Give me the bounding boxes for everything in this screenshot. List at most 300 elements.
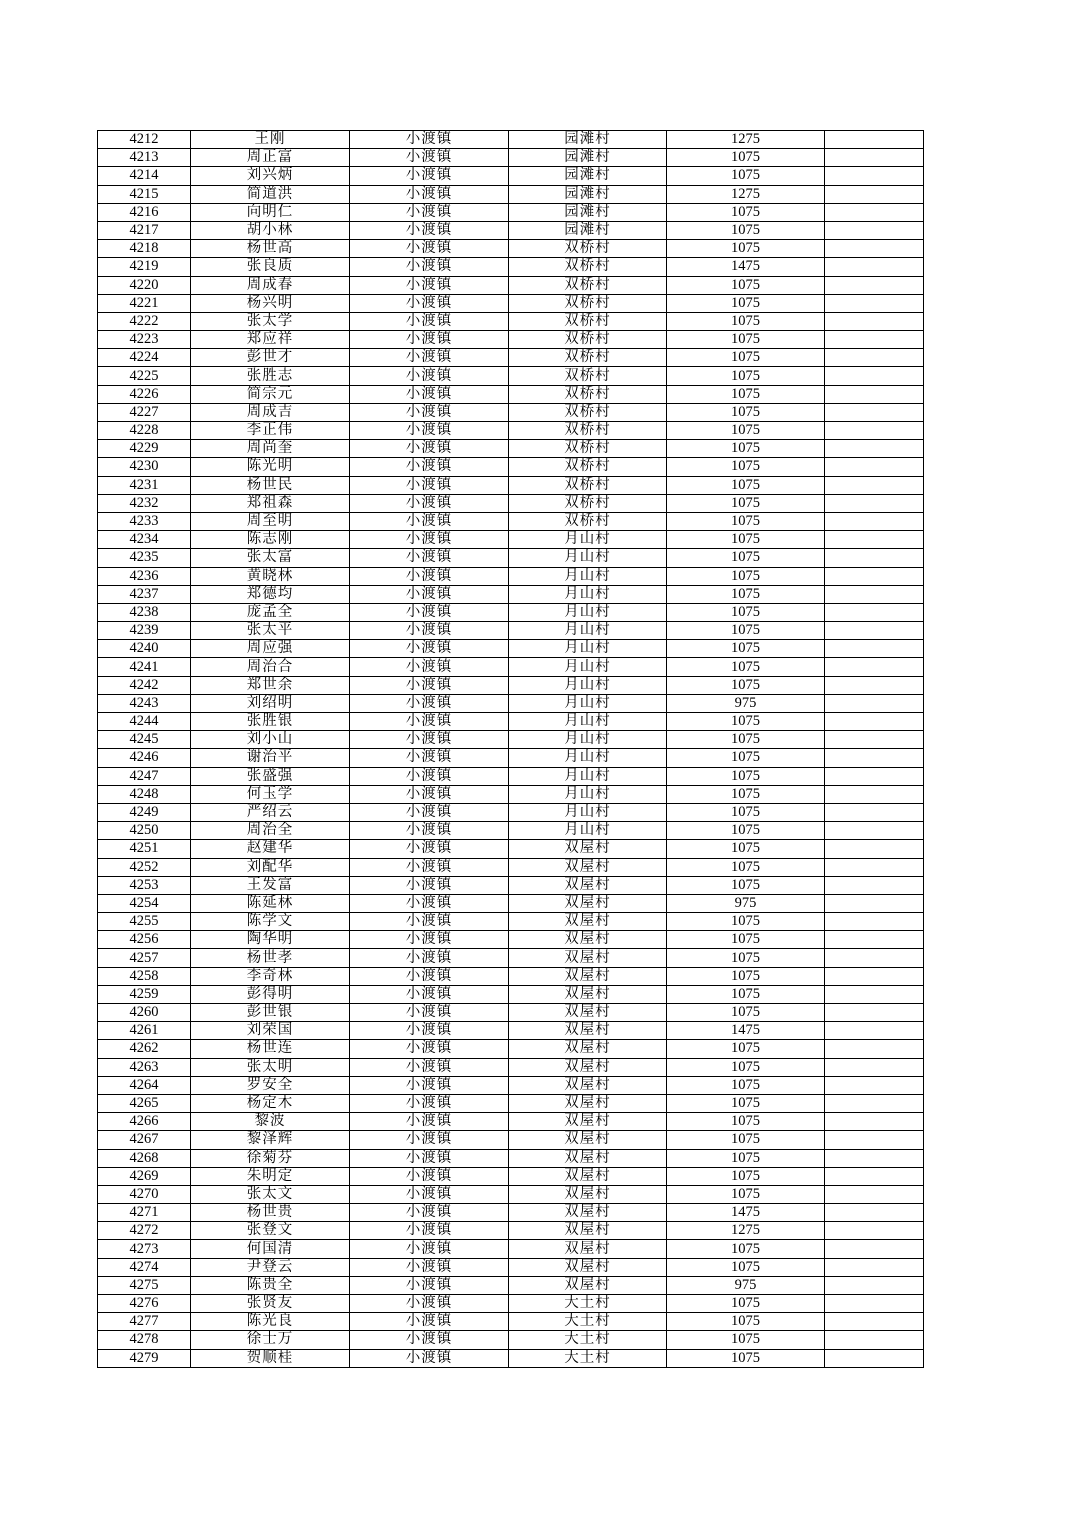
town-cell: 小渡镇 (350, 458, 509, 476)
serial-number-cell: 4239 (98, 622, 191, 640)
amount-cell: 1075 (667, 349, 825, 367)
town-cell: 小渡镇 (350, 1349, 509, 1367)
table-row (98, 858, 924, 876)
amount-cell: 1075 (667, 312, 825, 330)
remark-cell (825, 858, 924, 876)
serial-number-cell: 4274 (98, 1258, 191, 1276)
amount-cell: 1075 (667, 840, 825, 858)
remark-cell (825, 603, 924, 621)
serial-number-cell: 4236 (98, 567, 191, 585)
town-cell: 小渡镇 (350, 949, 509, 967)
amount-cell: 1075 (667, 913, 825, 931)
town-cell: 小渡镇 (350, 476, 509, 494)
amount-cell: 1075 (667, 1185, 825, 1203)
table-row (98, 494, 924, 512)
amount-cell: 975 (667, 694, 825, 712)
remark-cell (825, 458, 924, 476)
amount-cell: 1475 (667, 1022, 825, 1040)
town-cell: 小渡镇 (350, 258, 509, 276)
village-cell: 双屋村 (509, 1240, 667, 1258)
serial-number-cell: 4221 (98, 294, 191, 312)
remark-cell (825, 1204, 924, 1222)
village-cell: 月山村 (509, 785, 667, 803)
name-cell: 陶华明 (191, 931, 350, 949)
remark-cell (825, 1113, 924, 1131)
serial-number-cell: 4224 (98, 349, 191, 367)
amount-cell: 1075 (667, 585, 825, 603)
name-cell: 彭世银 (191, 1004, 350, 1022)
village-cell: 月山村 (509, 749, 667, 767)
town-cell: 小渡镇 (350, 1040, 509, 1058)
serial-number-cell: 4258 (98, 967, 191, 985)
table-row (98, 385, 924, 403)
remark-cell (825, 567, 924, 585)
town-cell: 小渡镇 (350, 1076, 509, 1094)
table-row (98, 1295, 924, 1313)
table-row (98, 985, 924, 1003)
remark-cell (825, 985, 924, 1003)
remark-cell (825, 258, 924, 276)
town-cell: 小渡镇 (350, 822, 509, 840)
town-cell: 小渡镇 (350, 876, 509, 894)
town-cell: 小渡镇 (350, 349, 509, 367)
amount-cell: 1075 (667, 167, 825, 185)
name-cell: 杨世民 (191, 476, 350, 494)
table-row (98, 1149, 924, 1167)
name-cell: 王发富 (191, 876, 350, 894)
name-cell: 陈延林 (191, 894, 350, 912)
amount-cell: 975 (667, 894, 825, 912)
remark-cell (825, 276, 924, 294)
remark-cell (825, 622, 924, 640)
remark-cell (825, 367, 924, 385)
table-row (98, 622, 924, 640)
name-cell: 严绍云 (191, 803, 350, 821)
village-cell: 园滩村 (509, 185, 667, 203)
name-cell: 杨世高 (191, 240, 350, 258)
serial-number-cell: 4214 (98, 167, 191, 185)
village-cell: 月山村 (509, 822, 667, 840)
village-cell: 双桥村 (509, 331, 667, 349)
name-cell: 张太平 (191, 622, 350, 640)
remark-cell (825, 203, 924, 221)
name-cell: 张登文 (191, 1222, 350, 1240)
remark-cell (825, 640, 924, 658)
remark-cell (825, 1022, 924, 1040)
town-cell: 小渡镇 (350, 294, 509, 312)
table-row (98, 1276, 924, 1294)
remark-cell (825, 876, 924, 894)
village-cell: 月山村 (509, 567, 667, 585)
name-cell: 陈光明 (191, 458, 350, 476)
table-row (98, 658, 924, 676)
village-cell: 园滩村 (509, 149, 667, 167)
name-cell: 张太学 (191, 312, 350, 330)
town-cell: 小渡镇 (350, 1004, 509, 1022)
amount-cell: 1475 (667, 258, 825, 276)
remark-cell (825, 149, 924, 167)
town-cell: 小渡镇 (350, 1240, 509, 1258)
amount-cell: 1075 (667, 531, 825, 549)
amount-cell: 1075 (667, 331, 825, 349)
table-row (98, 294, 924, 312)
remark-cell (825, 676, 924, 694)
amount-cell: 1075 (667, 385, 825, 403)
village-cell: 月山村 (509, 531, 667, 549)
serial-number-cell: 4263 (98, 1058, 191, 1076)
serial-number-cell: 4213 (98, 149, 191, 167)
name-cell: 周至明 (191, 512, 350, 530)
town-cell: 小渡镇 (350, 1258, 509, 1276)
amount-cell: 1075 (667, 1113, 825, 1131)
serial-number-cell: 4257 (98, 949, 191, 967)
town-cell: 小渡镇 (350, 894, 509, 912)
serial-number-cell: 4216 (98, 203, 191, 221)
table-row (98, 1222, 924, 1240)
village-cell: 双屋村 (509, 931, 667, 949)
remark-cell (825, 713, 924, 731)
remark-cell (825, 1276, 924, 1294)
amount-cell: 1075 (667, 1058, 825, 1076)
serial-number-cell: 4220 (98, 276, 191, 294)
town-cell: 小渡镇 (350, 1131, 509, 1149)
town-cell: 小渡镇 (350, 658, 509, 676)
table-row (98, 913, 924, 931)
amount-cell: 1075 (667, 294, 825, 312)
name-cell: 周成春 (191, 276, 350, 294)
village-cell: 双屋村 (509, 949, 667, 967)
amount-cell: 1075 (667, 458, 825, 476)
remark-cell (825, 494, 924, 512)
amount-cell: 1075 (667, 622, 825, 640)
name-cell: 徐士万 (191, 1331, 350, 1349)
name-cell: 张太明 (191, 1058, 350, 1076)
remark-cell (825, 385, 924, 403)
serial-number-cell: 4279 (98, 1349, 191, 1367)
table-row (98, 240, 924, 258)
table-row (98, 458, 924, 476)
serial-number-cell: 4232 (98, 494, 191, 512)
remark-cell (825, 221, 924, 239)
remark-cell (825, 294, 924, 312)
serial-number-cell: 4231 (98, 476, 191, 494)
village-cell: 月山村 (509, 585, 667, 603)
amount-cell: 1075 (667, 949, 825, 967)
town-cell: 小渡镇 (350, 785, 509, 803)
village-cell: 双屋村 (509, 1258, 667, 1276)
serial-number-cell: 4238 (98, 603, 191, 621)
town-cell: 小渡镇 (350, 1276, 509, 1294)
serial-number-cell: 4264 (98, 1076, 191, 1094)
amount-cell: 1075 (667, 1167, 825, 1185)
table-row (98, 1004, 924, 1022)
serial-number-cell: 4222 (98, 312, 191, 330)
table-row (98, 1313, 924, 1331)
serial-number-cell: 4271 (98, 1204, 191, 1222)
remark-cell (825, 767, 924, 785)
village-cell: 双桥村 (509, 403, 667, 421)
village-cell: 大土村 (509, 1349, 667, 1367)
serial-number-cell: 4248 (98, 785, 191, 803)
amount-cell: 1075 (667, 567, 825, 585)
serial-number-cell: 4267 (98, 1131, 191, 1149)
table-row (98, 931, 924, 949)
remark-cell (825, 585, 924, 603)
name-cell: 何国清 (191, 1240, 350, 1258)
village-cell: 双屋村 (509, 1004, 667, 1022)
amount-cell: 1075 (667, 985, 825, 1003)
name-cell: 杨世贵 (191, 1204, 350, 1222)
table-row (98, 185, 924, 203)
table-row (98, 876, 924, 894)
town-cell: 小渡镇 (350, 676, 509, 694)
remark-cell (825, 512, 924, 530)
serial-number-cell: 4240 (98, 640, 191, 658)
amount-cell: 1075 (667, 440, 825, 458)
remark-cell (825, 422, 924, 440)
serial-number-cell: 4218 (98, 240, 191, 258)
town-cell: 小渡镇 (350, 1204, 509, 1222)
remark-cell (825, 476, 924, 494)
amount-cell: 1275 (667, 131, 825, 149)
name-cell: 刘配华 (191, 858, 350, 876)
name-cell: 陈贵全 (191, 1276, 350, 1294)
amount-cell: 1075 (667, 803, 825, 821)
name-cell: 简宗元 (191, 385, 350, 403)
amount-cell: 1075 (667, 658, 825, 676)
table-row (98, 640, 924, 658)
table-row (98, 949, 924, 967)
name-cell: 彭得明 (191, 985, 350, 1003)
name-cell: 杨兴明 (191, 294, 350, 312)
serial-number-cell: 4243 (98, 694, 191, 712)
village-cell: 双屋村 (509, 840, 667, 858)
amount-cell: 1075 (667, 549, 825, 567)
amount-cell: 1075 (667, 422, 825, 440)
town-cell: 小渡镇 (350, 1022, 509, 1040)
serial-number-cell: 4273 (98, 1240, 191, 1258)
serial-number-cell: 4277 (98, 1313, 191, 1331)
amount-cell: 1075 (667, 767, 825, 785)
amount-cell: 1075 (667, 1313, 825, 1331)
amount-cell: 1075 (667, 676, 825, 694)
town-cell: 小渡镇 (350, 1313, 509, 1331)
roster-table-body (98, 131, 924, 1368)
name-cell: 向明仁 (191, 203, 350, 221)
amount-cell: 1075 (667, 1331, 825, 1349)
town-cell: 小渡镇 (350, 1149, 509, 1167)
amount-cell: 1075 (667, 1076, 825, 1094)
name-cell: 罗安全 (191, 1076, 350, 1094)
table-row (98, 767, 924, 785)
serial-number-cell: 4278 (98, 1331, 191, 1349)
amount-cell: 1475 (667, 1204, 825, 1222)
village-cell: 园滩村 (509, 221, 667, 239)
serial-number-cell: 4249 (98, 803, 191, 821)
name-cell: 贺顺桂 (191, 1349, 350, 1367)
table-row (98, 1113, 924, 1131)
amount-cell: 1075 (667, 494, 825, 512)
village-cell: 双屋村 (509, 1222, 667, 1240)
table-row (98, 1204, 924, 1222)
town-cell: 小渡镇 (350, 967, 509, 985)
name-cell: 郑世余 (191, 676, 350, 694)
name-cell: 庞孟全 (191, 603, 350, 621)
table-row (98, 694, 924, 712)
village-cell: 月山村 (509, 731, 667, 749)
remark-cell (825, 531, 924, 549)
town-cell: 小渡镇 (350, 603, 509, 621)
remark-cell (825, 785, 924, 803)
remark-cell (825, 403, 924, 421)
remark-cell (825, 1004, 924, 1022)
village-cell: 月山村 (509, 803, 667, 821)
town-cell: 小渡镇 (350, 422, 509, 440)
village-cell: 双桥村 (509, 276, 667, 294)
table-row (98, 822, 924, 840)
name-cell: 陈光良 (191, 1313, 350, 1331)
remark-cell (825, 1185, 924, 1203)
amount-cell: 1075 (667, 1149, 825, 1167)
village-cell: 月山村 (509, 694, 667, 712)
remark-cell (825, 549, 924, 567)
town-cell: 小渡镇 (350, 531, 509, 549)
amount-cell: 1075 (667, 367, 825, 385)
name-cell: 徐菊芬 (191, 1149, 350, 1167)
remark-cell (825, 312, 924, 330)
amount-cell: 1075 (667, 713, 825, 731)
name-cell: 何玉学 (191, 785, 350, 803)
amount-cell: 1075 (667, 1131, 825, 1149)
serial-number-cell: 4245 (98, 731, 191, 749)
remark-cell (825, 840, 924, 858)
village-cell: 大土村 (509, 1295, 667, 1313)
table-row (98, 1258, 924, 1276)
amount-cell: 1075 (667, 749, 825, 767)
amount-cell: 1075 (667, 403, 825, 421)
serial-number-cell: 4241 (98, 658, 191, 676)
remark-cell (825, 185, 924, 203)
remark-cell (825, 1313, 924, 1331)
remark-cell (825, 1040, 924, 1058)
table-row (98, 1240, 924, 1258)
serial-number-cell: 4261 (98, 1022, 191, 1040)
village-cell: 双屋村 (509, 1094, 667, 1112)
town-cell: 小渡镇 (350, 403, 509, 421)
table-row (98, 1131, 924, 1149)
remark-cell (825, 1094, 924, 1112)
name-cell: 周应强 (191, 640, 350, 658)
name-cell: 黎泽辉 (191, 1131, 350, 1149)
serial-number-cell: 4225 (98, 367, 191, 385)
name-cell: 杨世连 (191, 1040, 350, 1058)
name-cell: 李奇林 (191, 967, 350, 985)
town-cell: 小渡镇 (350, 494, 509, 512)
table-row (98, 422, 924, 440)
remark-cell (825, 931, 924, 949)
name-cell: 张盛强 (191, 767, 350, 785)
town-cell: 小渡镇 (350, 240, 509, 258)
remark-cell (825, 1131, 924, 1149)
village-cell: 双桥村 (509, 240, 667, 258)
serial-number-cell: 4212 (98, 131, 191, 149)
name-cell: 张贤友 (191, 1295, 350, 1313)
serial-number-cell: 4228 (98, 422, 191, 440)
table-row (98, 367, 924, 385)
village-cell: 月山村 (509, 676, 667, 694)
village-cell: 双屋村 (509, 1185, 667, 1203)
amount-cell: 1075 (667, 967, 825, 985)
table-row (98, 476, 924, 494)
remark-cell (825, 1295, 924, 1313)
serial-number-cell: 4265 (98, 1094, 191, 1112)
serial-number-cell: 4227 (98, 403, 191, 421)
amount-cell: 1075 (667, 240, 825, 258)
town-cell: 小渡镇 (350, 694, 509, 712)
amount-cell: 1075 (667, 603, 825, 621)
serial-number-cell: 4251 (98, 840, 191, 858)
serial-number-cell: 4260 (98, 1004, 191, 1022)
village-cell: 双屋村 (509, 1113, 667, 1131)
village-cell: 双屋村 (509, 1167, 667, 1185)
serial-number-cell: 4276 (98, 1295, 191, 1313)
remark-cell (825, 240, 924, 258)
name-cell: 周尚奎 (191, 440, 350, 458)
name-cell: 胡小林 (191, 221, 350, 239)
town-cell: 小渡镇 (350, 1185, 509, 1203)
remark-cell (825, 1331, 924, 1349)
town-cell: 小渡镇 (350, 1058, 509, 1076)
village-cell: 双桥村 (509, 512, 667, 530)
remark-cell (825, 167, 924, 185)
serial-number-cell: 4255 (98, 913, 191, 931)
amount-cell: 1075 (667, 1295, 825, 1313)
amount-cell: 1075 (667, 1240, 825, 1258)
amount-cell: 1075 (667, 1040, 825, 1058)
village-cell: 双桥村 (509, 476, 667, 494)
village-cell: 双屋村 (509, 858, 667, 876)
name-cell: 刘荣国 (191, 1022, 350, 1040)
table-row (98, 731, 924, 749)
table-row (98, 1022, 924, 1040)
table-row (98, 894, 924, 912)
table-row (98, 221, 924, 239)
serial-number-cell: 4270 (98, 1185, 191, 1203)
table-row (98, 131, 924, 149)
serial-number-cell: 4237 (98, 585, 191, 603)
remark-cell (825, 349, 924, 367)
serial-number-cell: 4226 (98, 385, 191, 403)
table-row (98, 1094, 924, 1112)
remark-cell (825, 1058, 924, 1076)
name-cell: 郑应祥 (191, 331, 350, 349)
village-cell: 双桥村 (509, 385, 667, 403)
table-row (98, 585, 924, 603)
remark-cell (825, 949, 924, 967)
amount-cell: 1075 (667, 1349, 825, 1367)
remark-cell (825, 1149, 924, 1167)
table-row (98, 1167, 924, 1185)
village-cell: 双屋村 (509, 876, 667, 894)
table-row (98, 512, 924, 530)
remark-cell (825, 1222, 924, 1240)
serial-number-cell: 4247 (98, 767, 191, 785)
amount-cell: 1075 (667, 640, 825, 658)
name-cell: 郑祖森 (191, 494, 350, 512)
town-cell: 小渡镇 (350, 221, 509, 239)
town-cell: 小渡镇 (350, 1331, 509, 1349)
village-cell: 大土村 (509, 1331, 667, 1349)
